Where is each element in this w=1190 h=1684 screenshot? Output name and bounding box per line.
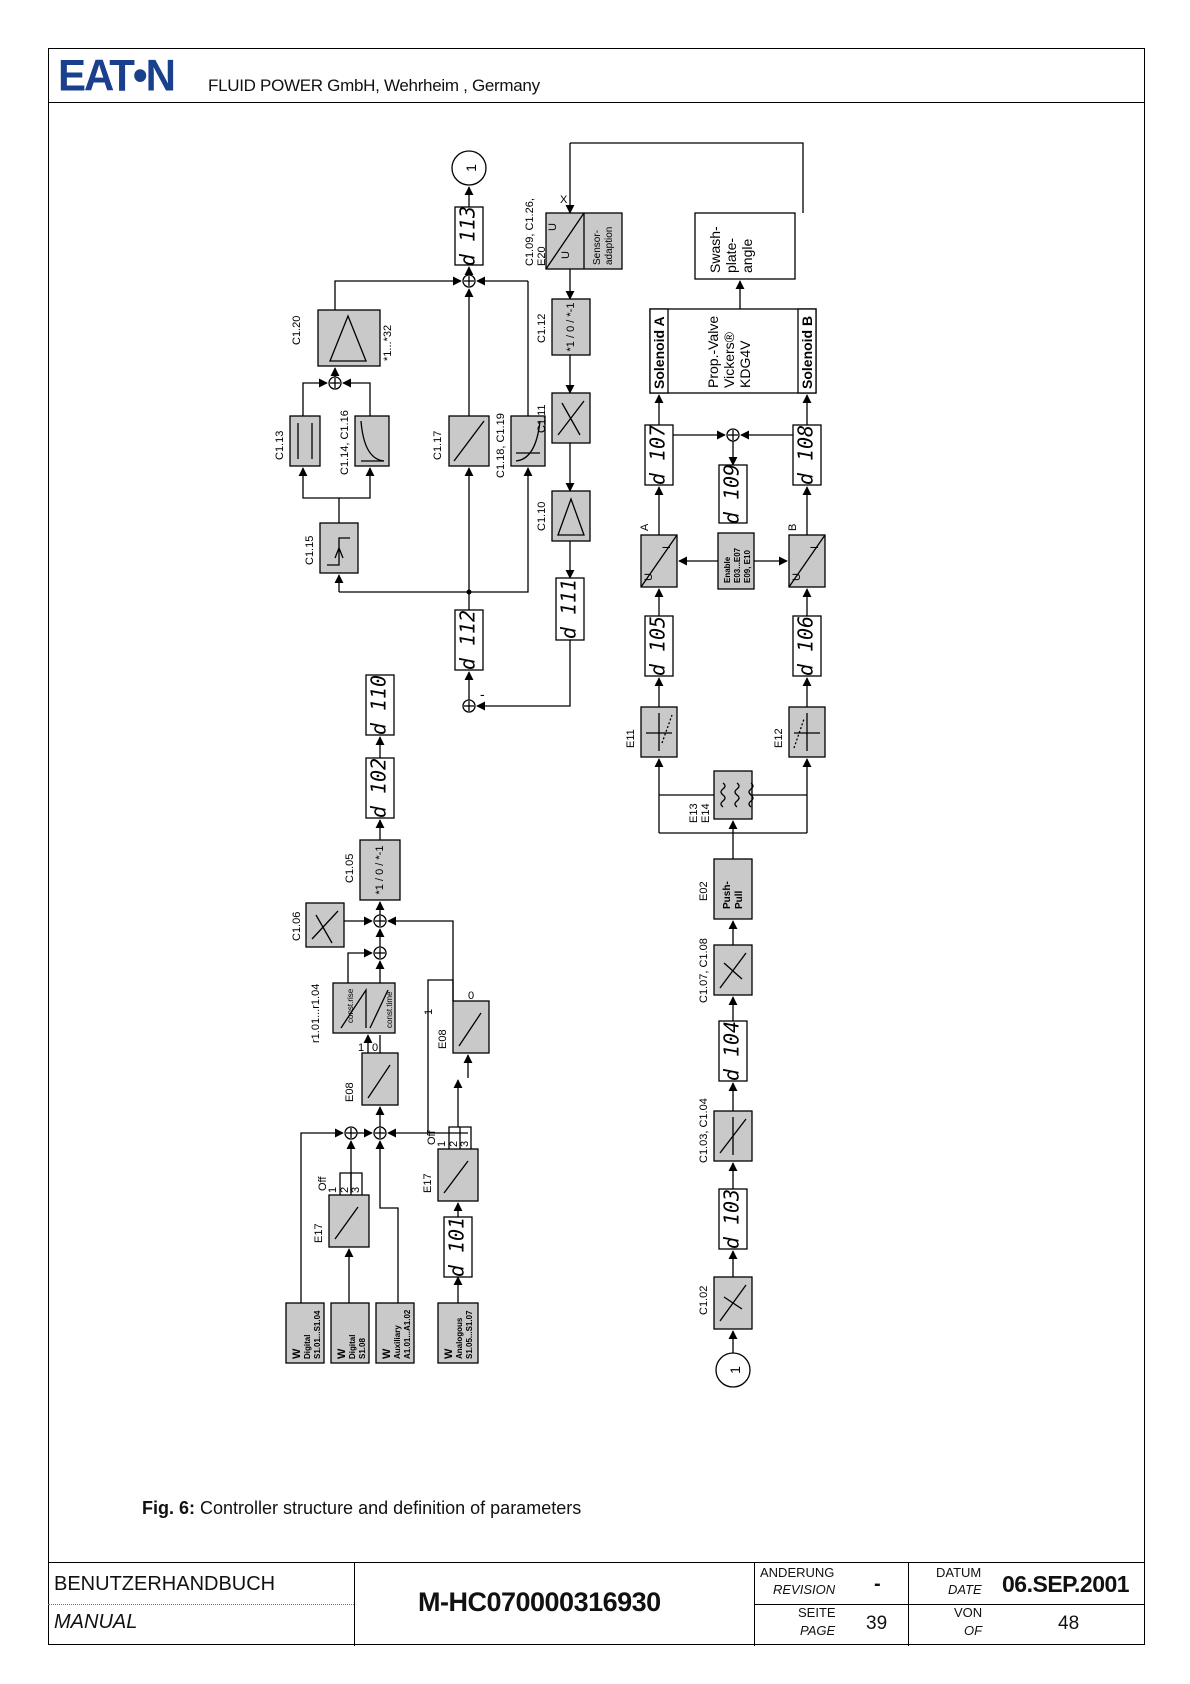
label-push: Push-	[722, 881, 733, 909]
label-e17-left-2: 2	[339, 1186, 351, 1193]
label-e14: E14	[700, 803, 712, 823]
label-c109: C1.09, C1.26,	[524, 198, 536, 266]
label-auxiliary: Auxiliary	[393, 1325, 402, 1359]
label-s105: S1.05...S1.07	[465, 1310, 474, 1359]
page-en: PAGE	[800, 1623, 836, 1638]
doc-type-de: BENUTZERHANDBUCH	[54, 1573, 276, 1595]
display-d110-value: d 110	[366, 674, 391, 736]
date-de: DATUM	[936, 1565, 982, 1580]
label-e12: E12	[773, 728, 785, 748]
label-e17-left-off: Off	[317, 1176, 329, 1191]
label-swash-3: angle	[739, 238, 755, 273]
label-w-2: W	[336, 1348, 348, 1359]
label-sensor-u2: U	[560, 251, 572, 259]
label-e08-right-1: 1	[423, 1008, 435, 1015]
label-ui-b-u: U	[791, 573, 803, 581]
label-e08-left-1: 1	[358, 1042, 365, 1054]
label-w-3: W	[381, 1348, 393, 1359]
label-digital-2: Digital	[348, 1334, 357, 1359]
label-c111: C1.11	[536, 404, 548, 433]
connector-1-top-label: 1	[463, 164, 479, 172]
label-w-1: W	[291, 1348, 303, 1359]
revision-de: ANDERUNG	[760, 1565, 835, 1580]
title-block	[48, 1562, 1145, 1645]
display-d105-value: d 105	[645, 615, 670, 677]
label-e17-right-3: 3	[459, 1140, 471, 1147]
label-s108: S1.08	[358, 1338, 367, 1359]
label-e08-right-0: 0	[468, 990, 475, 1002]
label-c120-gain: *1...*32	[382, 324, 394, 361]
label-ui-b-i: I	[809, 545, 821, 549]
label-sensor-u1: U	[547, 223, 559, 231]
of-de: VON	[954, 1605, 983, 1620]
label-valve-2: Vickers®	[721, 332, 737, 388]
display-d107-value: d 107	[645, 424, 670, 486]
label-c114: C1.14, C1.16	[339, 410, 351, 475]
figure-caption-text: Controller structure and definition of parameters	[200, 1498, 582, 1518]
label-c118: C1.18, C1.19	[495, 413, 507, 478]
display-d112-value: d 112	[455, 609, 480, 671]
label-c103: C1.03, C1.04	[698, 1098, 710, 1163]
controller-structure-diagram	[48, 103, 1145, 1493]
label-c107: C1.07, C1.08	[698, 938, 710, 1003]
label-r101: r1.01...r1.04	[310, 983, 322, 1043]
page-de: SEITE	[798, 1605, 836, 1620]
label-valve-3: KDG4V	[737, 340, 753, 388]
label-valve-1: Prop.-Valve	[705, 315, 721, 388]
label-swash-1: Swash-	[707, 226, 723, 273]
label-const-rise: const.rise	[346, 988, 355, 1023]
block-push-pull	[714, 859, 752, 919]
display-d108-value: d 108	[793, 424, 818, 486]
label-sensor-adaption-2: adaption	[604, 226, 615, 265]
label-e17-right-2: 2	[448, 1140, 460, 1147]
eaton-logo: EAT•N	[58, 50, 174, 101]
label-s101: S1.01...S1.04	[313, 1310, 322, 1359]
label-ui-a-i: I	[661, 545, 673, 549]
block-c114	[355, 416, 389, 466]
company-name: FLUID POWER GmbH, Wehrheim , Germany	[208, 76, 540, 95]
label-e11: E11	[625, 729, 637, 748]
date-en: DATE	[948, 1582, 982, 1597]
label-a101: A1.01...A1.02	[403, 1309, 412, 1359]
label-e08-left: E08	[344, 1082, 356, 1102]
of-value: 48	[1058, 1613, 1080, 1634]
label-ui-a-u: U	[643, 573, 655, 581]
display-d106-value: d 106	[793, 615, 818, 677]
figure-caption	[142, 1498, 581, 1519]
label-e17-left-1: 1	[327, 1186, 339, 1193]
label-e17-left: E17	[313, 1223, 325, 1243]
block-e17-left	[329, 1195, 369, 1247]
label-enable-e1: E03...E07	[733, 547, 742, 583]
connector-1-bottom-label: 1	[727, 1366, 743, 1374]
label-a: A	[639, 523, 651, 531]
block-c113	[290, 416, 320, 466]
label-const-time: const.time	[385, 991, 394, 1028]
label-e17-left-3: 3	[350, 1186, 362, 1193]
label-c105: C1.05	[344, 853, 356, 883]
label-enable: Enable	[723, 556, 732, 583]
label-b: B	[787, 523, 799, 531]
display-d102-value: d 102	[366, 757, 391, 819]
figure-caption-label: Fig. 6:	[142, 1498, 195, 1518]
label-e08-left-0: 0	[372, 1042, 379, 1054]
doc-number: M-HC070000316930	[418, 1587, 661, 1617]
label-e17-right: E17	[422, 1173, 434, 1193]
label-solenoid-a: Solenoid A	[651, 316, 667, 389]
display-d111-value: d 111	[556, 578, 581, 640]
label-c105-sign: *1 / 0 / *-1	[373, 845, 386, 895]
label-e17-right-1: 1	[436, 1140, 448, 1147]
label-c113: C1.13	[274, 430, 286, 460]
label-analogous: Analogous	[455, 1317, 464, 1359]
label-c120: C1.20	[291, 315, 303, 345]
of-en: OF	[964, 1623, 983, 1638]
label-swash-2: plate-	[723, 237, 739, 273]
doc-type-en: MANUAL	[54, 1611, 138, 1633]
label-c102: C1.02	[698, 1285, 710, 1315]
label-digital-1: Digital	[303, 1334, 312, 1359]
display-d101-value: d 101	[444, 1216, 469, 1278]
label-solenoid-b: Solenoid B	[799, 315, 815, 389]
label-c106: C1.06	[291, 911, 303, 941]
label-x: X	[560, 194, 568, 206]
label-e17-right-off: Off	[426, 1130, 438, 1145]
revision-en: REVISION	[773, 1582, 836, 1597]
label-e13: E13	[688, 803, 700, 823]
label-c115: C1.15	[304, 535, 316, 565]
label-e02: E02	[698, 881, 710, 901]
label-e08-right: E08	[437, 1029, 449, 1049]
label-c110: C1.10	[536, 501, 548, 531]
label-minus: -	[480, 686, 485, 702]
label-c117: C1.17	[432, 430, 444, 460]
label-e20: E20	[536, 246, 548, 266]
display-d113-value: d 113	[455, 205, 480, 267]
label-enable-e2: E09, E10	[743, 550, 752, 583]
page-value: 39	[866, 1613, 888, 1634]
date-value: 06.SEP.2001	[1002, 1571, 1130, 1597]
label-c112: C1.12	[536, 313, 548, 343]
label-pull: Pull	[734, 890, 745, 909]
label-w-4: W	[443, 1348, 455, 1359]
display-d103-value: d 103	[719, 1188, 744, 1250]
display-d109-value: d 109	[719, 463, 744, 525]
display-d104-value: d 104	[719, 1020, 744, 1082]
revision-value: -	[874, 1573, 881, 1595]
label-sensor-adaption-1: Sensor-	[592, 229, 603, 265]
label-c112-sign: *1 / 0 / *-1	[564, 302, 577, 352]
block-e13-filter	[714, 771, 752, 819]
